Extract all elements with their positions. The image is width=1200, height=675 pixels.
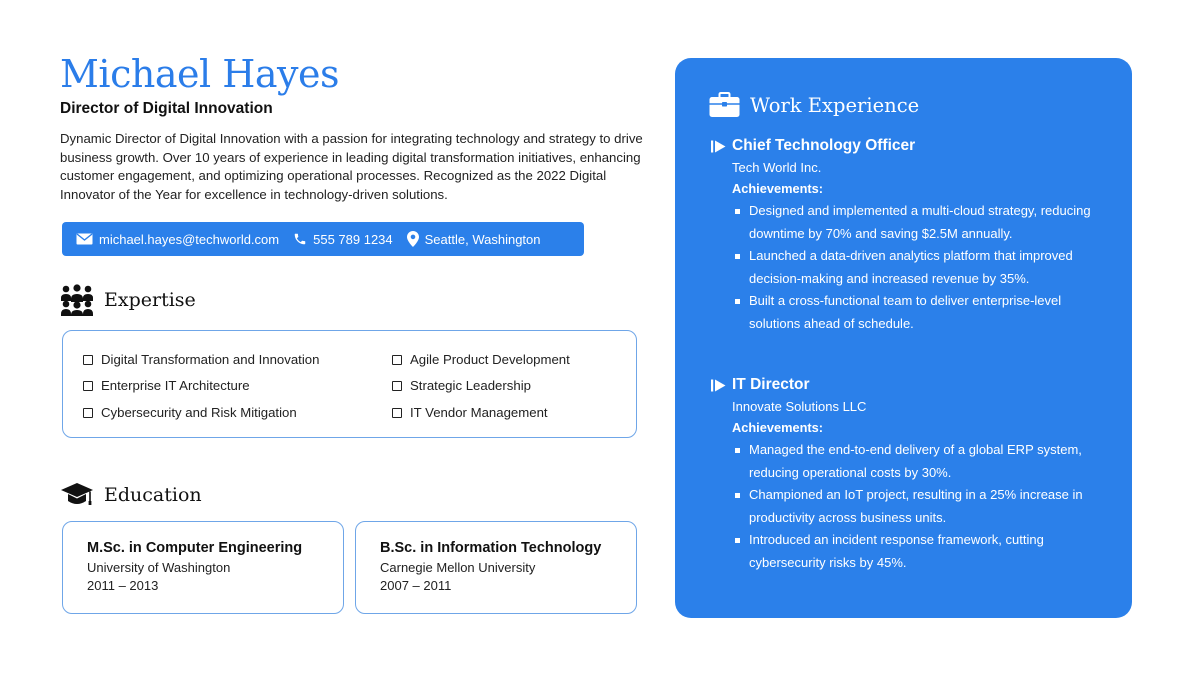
expertise-item: Digital Transformation and Innovation [83, 352, 319, 367]
contact-bar [62, 222, 584, 256]
work-experience-heading [709, 92, 919, 118]
checkbox-icon [83, 408, 93, 418]
achievements-label: Achievements: [732, 420, 824, 435]
school: University of Washington [87, 560, 231, 575]
expertise-item: Enterprise IT Architecture [83, 378, 250, 393]
checkbox-icon [83, 355, 93, 365]
job-entry-title: Chief Technology Officer [711, 137, 1111, 155]
expertise-box [62, 330, 637, 438]
location-text: Seattle, Washington [424, 231, 541, 247]
achievement-item: Championed an IoT project, resulting in a 25% increase in productivity across business units. [735, 484, 1095, 529]
phone-icon [293, 232, 307, 246]
map-pin-icon [407, 231, 419, 247]
contact-location [407, 231, 541, 247]
school: Carnegie Mellon University [380, 560, 536, 575]
work-experience-panel [675, 58, 1132, 618]
contact-email[interactable] [76, 232, 279, 247]
graduation-cap-icon [60, 480, 94, 510]
job-title: Director of Digital Innovation [60, 100, 273, 117]
email-text: michael.hayes@techworld.com [99, 231, 280, 247]
checkbox-icon [392, 355, 402, 365]
education-card [355, 521, 637, 614]
education-heading [60, 480, 202, 510]
achievements-label: Achievements: [732, 181, 824, 196]
phone-text: 555 789 1234 [313, 231, 393, 247]
education-card [62, 521, 344, 614]
achievements-list [735, 439, 1111, 574]
checkbox-icon [83, 381, 93, 391]
years: 2007 – 2011 [380, 578, 452, 593]
contact-phone[interactable] [293, 232, 393, 247]
achievement-item: Introduced an incident response framework, cutting cybersecurity risks by 45%. [735, 529, 1095, 574]
job-entry-title: IT Director [711, 376, 1111, 394]
briefcase-icon [709, 92, 740, 118]
checkbox-icon [392, 381, 402, 391]
play-arrow-icon [711, 140, 726, 153]
job-entry [711, 376, 1111, 574]
education-heading-label: Education [104, 484, 202, 506]
work-experience-heading-label: Work Experience [750, 93, 920, 117]
expertise-heading-label: Expertise [104, 289, 196, 311]
envelope-icon [76, 233, 93, 245]
degree: M.Sc. in Computer Engineering [87, 540, 303, 556]
job-company: Tech World Inc. [732, 160, 822, 175]
achievement-item: Built a cross-functional team to deliver enterprise-level solutions ahead of schedule. [735, 290, 1095, 335]
team-icon [60, 284, 94, 316]
expertise-item: IT Vendor Management [392, 405, 548, 420]
job-entry [711, 137, 1111, 335]
checkbox-icon [392, 408, 402, 418]
job-company: Innovate Solutions LLC [732, 399, 867, 414]
years: 2011 – 2013 [87, 578, 159, 593]
achievement-item: Designed and implemented a multi-cloud strategy, reducing downtime by 70% and saving $2.5M annually. [735, 200, 1095, 245]
play-arrow-icon [711, 379, 726, 392]
expertise-item: Agile Product Development [392, 352, 570, 367]
profile-summary: Dynamic Director of Digital Innovation with a passion for integrating technology and strategy to drive business growth. Over 10 years of experience in leading digital transformation initiatives, enhancing customer engagement, and optimizing operational processes. Recognized as the 2022 Digital Innovator of the Year for excellence in technology-driven solutions. [60, 131, 643, 202]
expertise-item: Strategic Leadership [392, 378, 531, 393]
degree: B.Sc. in Information Technology [380, 540, 602, 556]
achievements-list [735, 200, 1111, 335]
candidate-name: Michael Hayes [60, 52, 339, 96]
expertise-item: Cybersecurity and Risk Mitigation [83, 405, 297, 420]
achievement-item: Managed the end-to-end delivery of a global ERP system, reducing operational costs by 30%. [735, 439, 1095, 484]
achievement-item: Launched a data-driven analytics platform that improved decision-making and increased revenue by 35%. [735, 245, 1095, 290]
expertise-heading [60, 284, 196, 316]
